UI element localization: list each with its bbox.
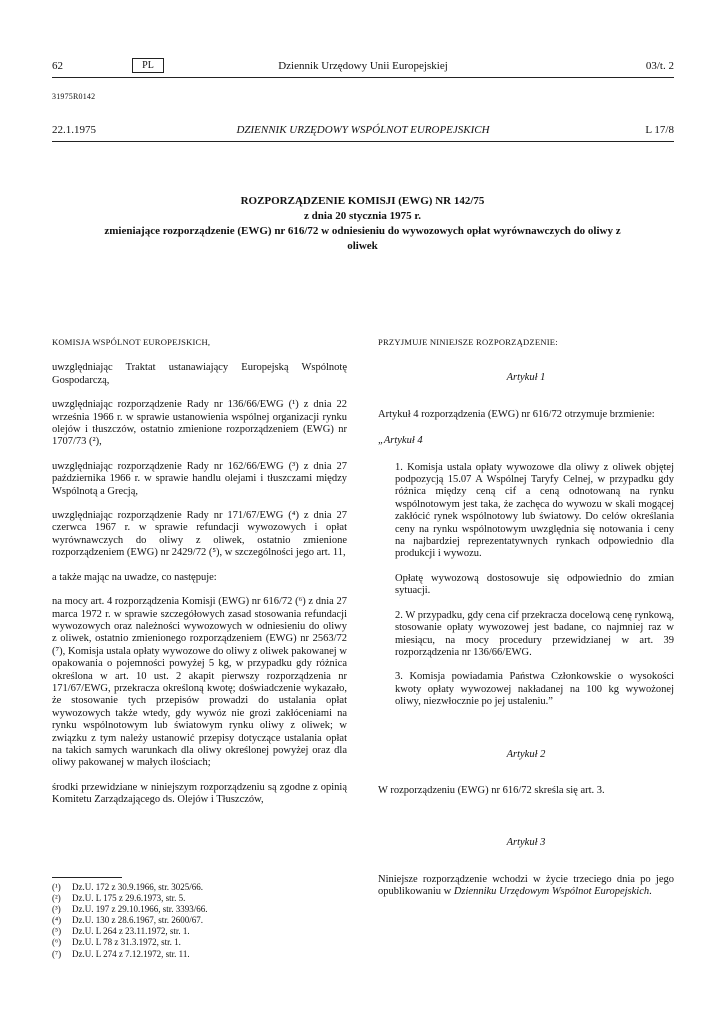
recital-whereas: a także mając na uwadze, co następuje: (52, 571, 217, 583)
footnote-text: Dz.U. L 264 z 23.11.1972, str. 1. (72, 926, 190, 937)
footnote-item (52, 949, 352, 960)
recital-136-66: uwzględniając rozporządzenie Rady nr 136/66/EWG (¹) z dnia 22 września 1966 r. w sprawie ustanowienia wspólnej organizacji rynku olejów i tłuszczów, ostatnio zmienione rozporządzeniem (EWG) nr 1707/73 (²), (52, 399, 347, 448)
adopts-intro: PRZYJMUJE NINIEJSZE ROZPORZĄDZENIE: (378, 337, 558, 347)
quote-heading: „Artykuł 4 (378, 435, 423, 447)
footnote-text: Dz.U. 172 z 30.9.1966, str. 3025/66. (72, 882, 203, 892)
footnote-item (52, 882, 352, 893)
commission-intro: KOMISJA WSPÓLNOT EUROPEJSKICH, (52, 337, 211, 347)
recital-treaty: uwzględniając Traktat ustanawiający Europejską Wspólnotę Gospodarczą, (52, 362, 347, 386)
article-1-text: Artykuł 4 rozporządzenia (EWG) nr 616/72 otrzymuje brzmienie: (378, 408, 655, 420)
language-badge: PL (132, 58, 164, 73)
article-2-text: W rozporządzeniu (EWG) nr 616/72 skreśla się art. 3. (378, 784, 605, 796)
header-divider (52, 77, 674, 78)
footnote-item (52, 893, 352, 904)
quote-para-1: 1. Komisja ustala opłaty wywozowe dla oliwy z oliwek objętej podpozycją 15.07 A Wspólnej Taryfy Celnej, w przypadku gdy różnica między ceną cif a ceną odnotowaną na rynku wspólnotowym jest taka, że zachęca do wywozu w skali mogącej zakłócić rynek wspólnotowy lub światowy. Do celów określania ceny na rynku wspólnotowym uwzględnia się notowania i ceny na najbardziej reprezentatywnych rynkach odpowiednio dla produkcji i wywozu. (395, 461, 674, 560)
page-number: 62 (52, 60, 63, 72)
footnote-item (52, 915, 352, 926)
quote-para-2: Opłatę wywozową dostosowuje się odpowiednio do zmian sytuacji. (395, 572, 674, 597)
original-header-divider (52, 141, 674, 142)
footnote-number: (²) (52, 893, 61, 904)
footnote-item (52, 926, 352, 937)
original-ref: L 17/8 (645, 124, 674, 136)
footnote-number: (¹) (52, 882, 61, 892)
footnotes (52, 882, 352, 960)
footnote-item (52, 937, 352, 948)
recital-committee: środki przewidziane w niniejszym rozporządzeniu są zgodne z opinią Komitetu Zarządzającego ds. Olejów i Tłuszczów, (52, 781, 347, 806)
footnote-text: Dz.U. L 78 z 31.3.1972, str. 1. (72, 937, 181, 948)
quote-para-4: 3. Komisja powiadamia Państwa Członkowskie o wysokości kwoty opłaty wywozowej nakładanej na 100 kg wywożonej oliwy, niezwłocznie po jej ustaleniu.” (395, 671, 674, 708)
left-column (52, 336, 347, 807)
footnote-number: (⁶) (52, 937, 62, 948)
celex-number: 31975R0142 (52, 92, 96, 101)
article-3-end: . (649, 886, 652, 898)
footnote-text: Dz.U. L 175 z 29.6.1973, str. 5. (72, 893, 186, 904)
original-journal: DZIENNIK URZĘDOWY WSPÓLNOT EUROPEJSKICH (236, 124, 490, 136)
recital-162-66: uwzględniając rozporządzenie Rady nr 162/66/EWG (³) z dnia 27 października 1966 r. w sprawie handlu olejami i tłuszczami między Wspólnotą a Grecją, (52, 460, 347, 497)
original-date: 22.1.1975 (52, 124, 96, 136)
footnote-text: Dz.U. 197 z 29.10.1966, str. 3393/66. (72, 904, 208, 915)
article-1-heading: Artykuł 1 (506, 372, 546, 384)
footnote-number: (⁵) (52, 926, 62, 937)
recital-art4: na mocy art. 4 rozporządzenia Komisji (EWG) nr 616/72 (⁶) z dnia 27 marca 1972 r. w sprawie szczegółowych zasad stosowania refundacji wywozowych oraz należności wywozowych w odniesieniu do oliwy z oliwek, ostatnio zmienionego rozporządzeniem (EWG) nr 2563/72 (⁷), Komisja ustala opłaty wywozowe do oliwy z oliwek pakowanej w opakowania o pojemności powyżej 5 kg, w przypadku gdy różnica określona w art. 10 ust. 2 akapit pierwszy rozporządzenia nr 171/67/EWG, przekracza określoną kwotę; doświadczenie wykazało, że stosowanie tych przepisów prowadzi do ustalania opłat wywozowych także wtedy, gdy wywóz nie grozi zakłóceniami na rynku wspólnotowym lub światowym rynku oliwy z oliwek; w związku z tym należy ustanowić przepisy dotyczące ustalania opłat na takich samych warunkach dla oliwy określonej powyżej oraz dla oliwy pakowanej w małych ilościach; (52, 596, 347, 769)
article-3-text (378, 874, 674, 899)
right-column (378, 336, 674, 899)
volume-number: 03/t. 2 (645, 60, 674, 72)
quote-para-3: 2. W przypadku, gdy cena cif przekracza docelową cenę rynkową, stosowanie opłaty wywozowej jest badane, co najmniej raz w miesiącu, na mocy procedury przewidzianej w art. 39 rozporządzenia nr 136/66/EWG. (395, 609, 674, 658)
article-3-body: Niniejsze rozporządzenie wchodzi w życie trzeciego dnia po jego opublikowaniu w (378, 873, 674, 898)
regulation-title (90, 194, 635, 254)
footnote-divider (52, 877, 122, 878)
footnote-number: (⁴) (52, 915, 62, 926)
footnote-number: (³) (52, 904, 61, 915)
article-3-heading: Artykuł 3 (506, 837, 546, 849)
article-2-heading: Artykuł 2 (506, 748, 546, 760)
footnote-item (52, 904, 352, 915)
footnote-number: (⁷) (52, 948, 62, 959)
title-line-3: zmieniające rozporządzenie (EWG) nr 616/72 w odniesieniu do wywozowych opłat wyrównawczych do oliwy z oliwek (104, 225, 621, 252)
journal-name: Dzienniku Urzędowym Wspólnot Europejskich (453, 886, 650, 898)
footnote-text: Dz.U. 130 z 28.6.1967, str. 2600/67. (72, 915, 203, 926)
journal-title: Dziennik Urzędowy Unii Europejskiej (278, 60, 448, 72)
footnote-text: Dz.U. L 274 z 7.12.1972, str. 11. (72, 948, 190, 959)
title-line-1: ROZPORZĄDZENIE KOMISJI (EWG) NR 142/75 (240, 195, 485, 207)
recital-171-67: uwzględniając rozporządzenie Rady nr 171/67/EWG (⁴) z dnia 27 czerwca 1967 r. w sprawie refundacji wywozowych i opłat wyrównawczych do oliwy z oliwek, ostatnio zmienione rozporządzeniem (EWG) nr 2429/72 (⁵), w szczególności jego art. 11, (52, 510, 347, 559)
title-line-2: z dnia 20 stycznia 1975 r. (304, 210, 421, 222)
